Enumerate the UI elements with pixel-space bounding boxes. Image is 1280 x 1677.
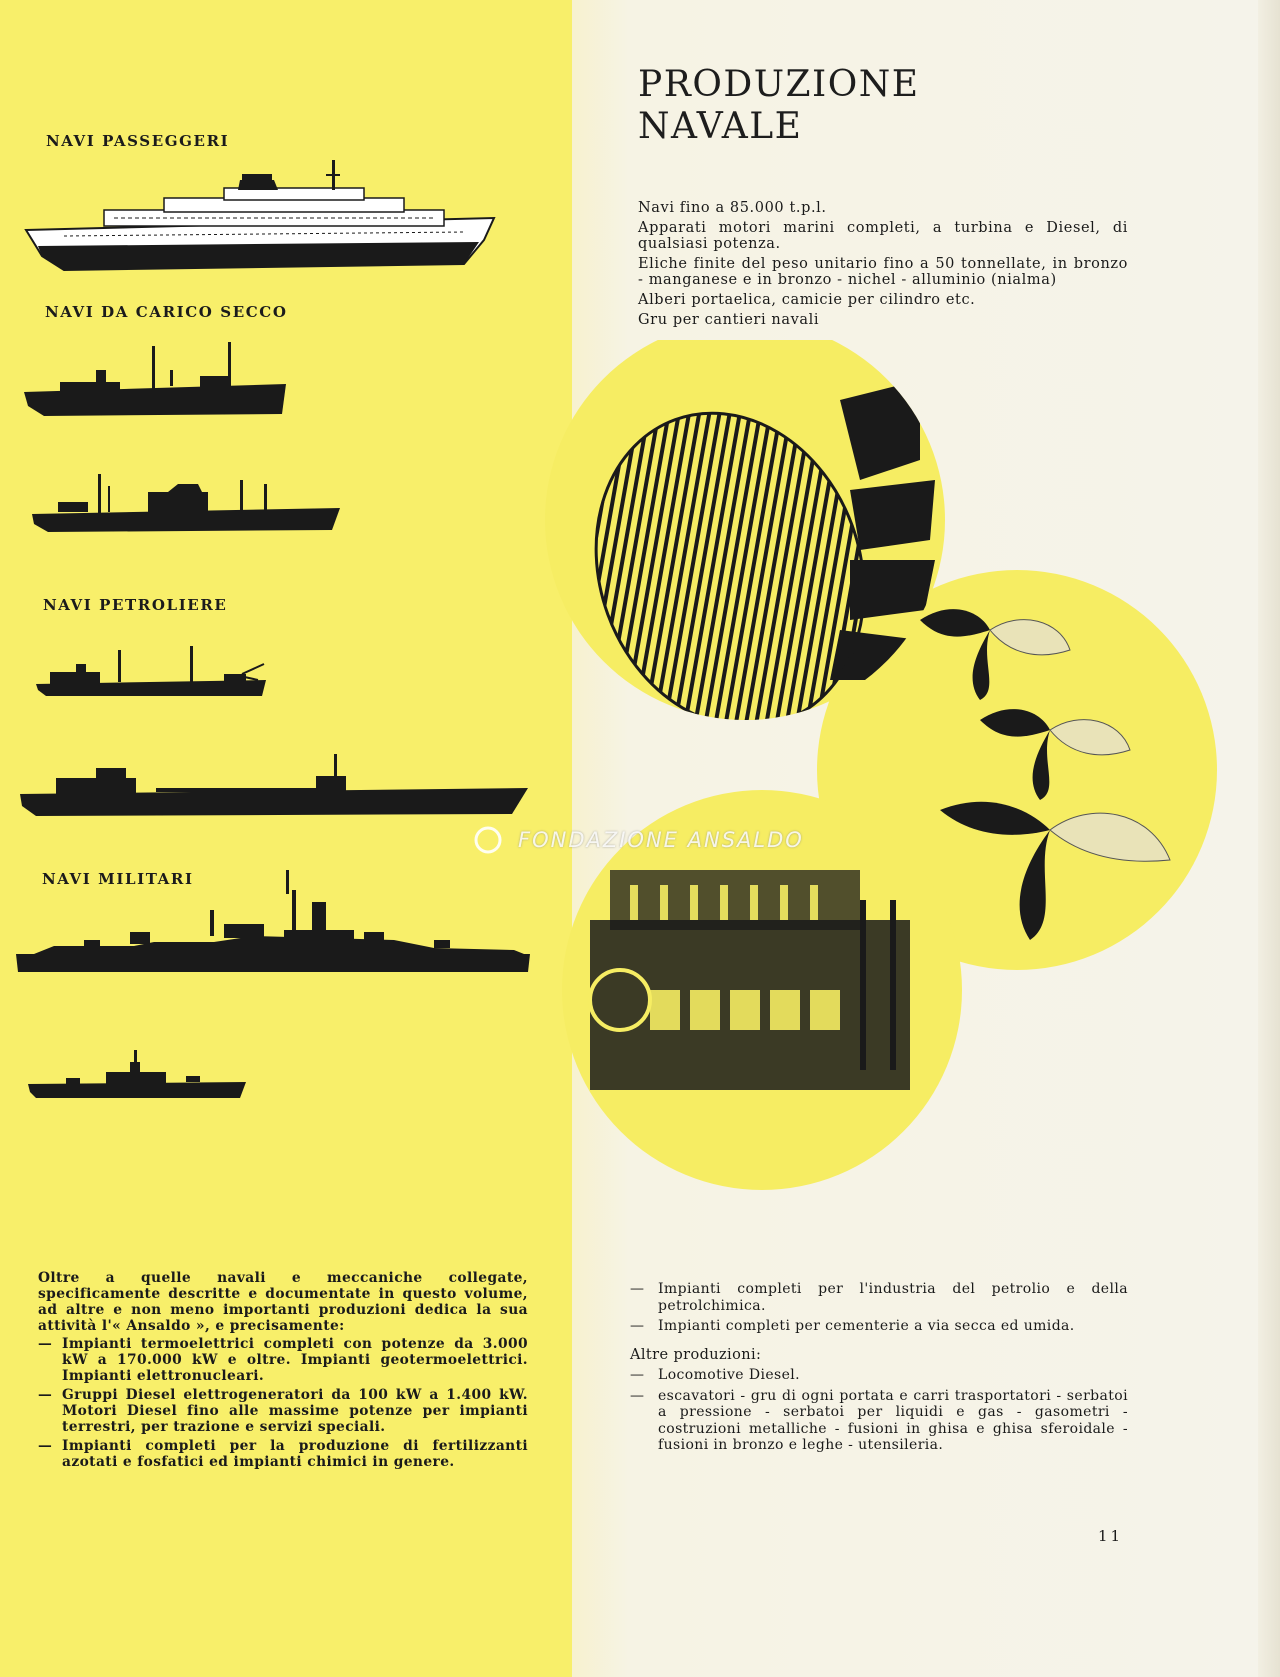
category-passenger-ships: NAVI PASSEGGERI [46, 132, 230, 150]
page-edge [1258, 0, 1280, 1677]
title-line-1: PRODUZIONE [638, 64, 920, 105]
product-illustrations [540, 340, 1230, 1200]
dash-marker: — [630, 1281, 645, 1297]
ansaldo-logo-icon [468, 820, 508, 860]
tanker-ship-2-silhouette [16, 754, 532, 818]
watermark [468, 820, 828, 860]
spec-item: Alberi portaelica, camicie per cilindro etc. [638, 292, 976, 308]
category-tanker-ships: NAVI PETROLIERE [43, 596, 228, 614]
dash-marker: — [630, 1387, 645, 1404]
list-item-text: Gruppi Diesel elettrogeneratori da 100 kW a 1.400 kW. Motori Diesel fino alle massime potenze per impianti terrestri, per trazione e servizi speciali. [62, 1387, 528, 1435]
intro-paragraph: Oltre a quelle navali e meccaniche collegate, specificamente descritte e documentate in questo volume, ad altre e non meno importanti produzioni dedica la sua attività l'« Ansaldo », e precisamente: [38, 1270, 528, 1334]
watermark-text: FONDAZIONE ANSALDO [518, 828, 804, 852]
dry-cargo-ship-2-silhouette [28, 470, 344, 536]
military-destroyer-silhouette [26, 1050, 248, 1100]
list-item-text: Impianti completi per la produzione di fertilizzanti azotati e fosfatici ed impianti chimici in genere. [62, 1438, 528, 1470]
other-productions-right [630, 1281, 1128, 1458]
diesel-engine-image [590, 870, 910, 1090]
spec-item: Navi fino a 85.000 t.p.l. [638, 200, 827, 216]
passenger-liner-silhouette [24, 160, 500, 272]
dash-marker: — [38, 1387, 53, 1403]
list-item-text: Impianti termoelettrici completi con potenze da 3.000 kW a 170.000 kW e oltre. Impianti geotermoelettrici. Impianti elettronucleari. [62, 1336, 528, 1384]
list-item [630, 1281, 1128, 1314]
list-item [38, 1387, 528, 1435]
naval-production-specs [638, 200, 1128, 332]
dash-marker: — [630, 1318, 645, 1334]
list-item [630, 1318, 1128, 1335]
tanker-ship-1-silhouette [34, 646, 270, 698]
list-item [38, 1336, 528, 1384]
military-cruiser-silhouette [14, 870, 532, 976]
spec-item: Apparati motori marini completi, a turbina e Diesel, di qualsiasi potenza. [638, 220, 1128, 252]
list-item-text: Locomotive Diesel. [658, 1367, 801, 1383]
list-item [630, 1388, 1128, 1454]
list-item [630, 1367, 1128, 1384]
other-productions-heading: Altre produzioni: [630, 1346, 762, 1363]
spec-item: Gru per cantieri navali [638, 312, 820, 328]
page-title [638, 64, 920, 148]
dry-cargo-ship-1-silhouette [20, 340, 290, 420]
page-number: 11 [1098, 1527, 1124, 1545]
dash-marker: — [630, 1367, 645, 1383]
list-item-text: Impianti completi per l'industria del petrolio e della petrolchimica. [658, 1281, 1128, 1314]
title-line-2: NAVALE [638, 106, 803, 147]
list-item [38, 1438, 528, 1470]
category-military-ships: NAVI MILITARI [42, 870, 194, 888]
category-dry-cargo-ships: NAVI DA CARICO SECCO [45, 303, 288, 321]
list-item-text: escavatori - gru di ogni portata e carri trasportatori - serbatoi a pressione - serbatoi per liquidi e gas - gasometri - costruzioni metalliche - fusioni in ghisa e ghisa sferoidale - fusioni in bronzo e leghe - utensileria. [658, 1387, 1128, 1453]
list-item-text: Impianti completi per cementerie a via secca ed umida. [658, 1318, 1075, 1334]
other-productions-left [38, 1270, 528, 1473]
dash-marker: — [38, 1438, 53, 1454]
spec-item: Eliche finite del peso unitario fino a 50 tonnellate, in bronzo - manganese e in bronzo - nichel - alluminio (nialma) [638, 256, 1128, 288]
dash-marker: — [38, 1336, 53, 1352]
